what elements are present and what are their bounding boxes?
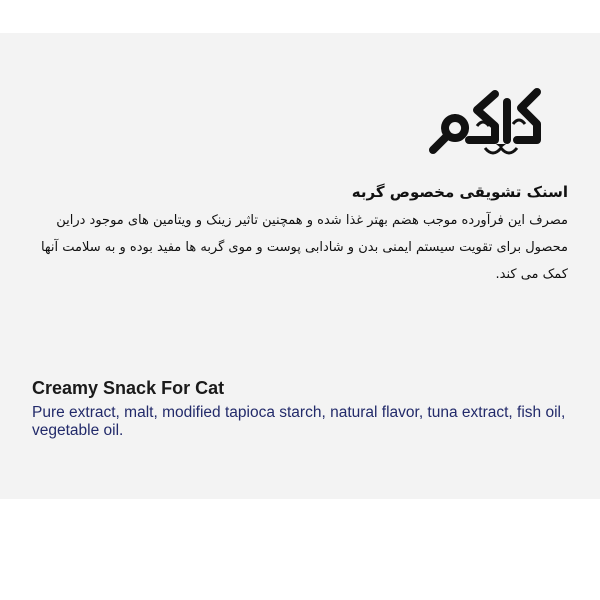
persian-title: اسنک تشویقی مخصوص گربه [351, 183, 568, 201]
persian-description: مصرف این فرآورده موجب هضم بهتر غذا شده و همچنین تاثیر زینک و ویتامین های موجود دراین محصول برای تقویت سیستم ایمنی بدن و شادابی پوست و موی گربه ها مفید بوده و به سلامت آنها کمک می کند. [40, 213, 568, 282]
cat-face-logo [425, 88, 550, 158]
english-title: Creamy Snack For Cat [32, 378, 225, 398]
english-ingredients: Pure extract, malt, modified tapioca starch, natural flavor, tuna extract, fish oil, vegetable oil. [32, 404, 566, 439]
